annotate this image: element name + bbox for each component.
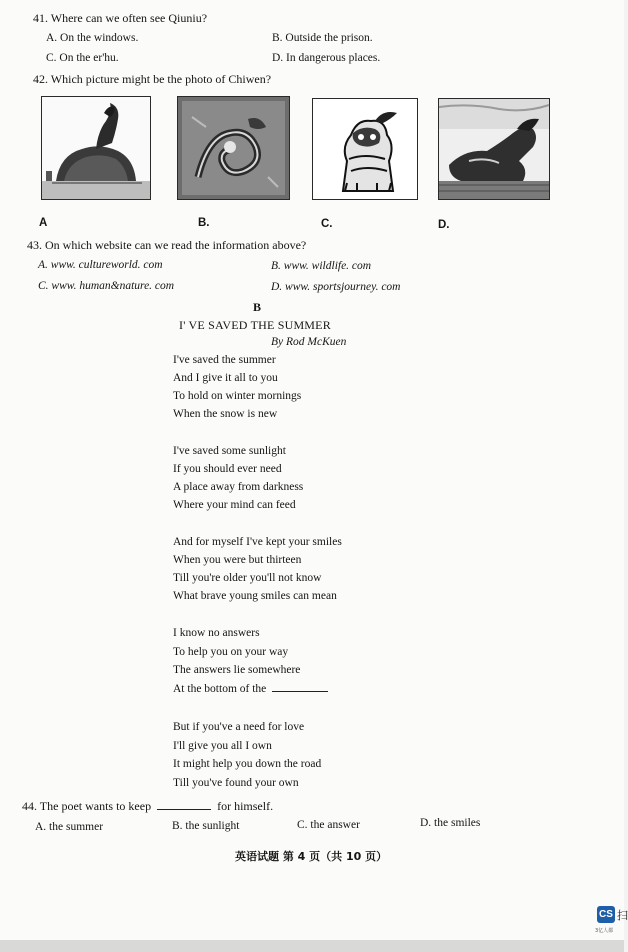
- poem-line: The answers lie somewhere: [173, 664, 301, 676]
- q43-option-b: B. www. wildlife. com: [271, 260, 372, 272]
- poem-line: And I give it all to you: [173, 372, 278, 384]
- poem-line: Till you've found your own: [173, 777, 299, 789]
- answer-blank: [272, 691, 328, 692]
- poem-line: And for myself I've kept your smiles: [173, 536, 342, 548]
- photo-label-c: C.: [321, 218, 333, 230]
- q43-option-d: D. www. sportsjourney. com: [271, 281, 401, 293]
- photo-option-c: [312, 98, 418, 200]
- poem-line: It might help you down the road: [173, 758, 322, 770]
- q41-option-c: C. On the er'hu.: [46, 52, 119, 64]
- scanner-side-text: 扫: [617, 909, 628, 922]
- poem-line: What brave young smiles can mean: [173, 590, 337, 602]
- q44-stem-end: for himself.: [217, 799, 274, 813]
- photo-label-a: A: [39, 217, 48, 229]
- poem-author: By Rod McKuen: [271, 336, 347, 348]
- poem-line: At the bottom of the: [173, 683, 267, 695]
- poem-title: I' VE SAVED THE SUMMER: [179, 318, 331, 332]
- poem-line-with-blank: [173, 683, 328, 695]
- camscanner-logo: CS: [597, 906, 615, 923]
- poem-line: I know no answers: [173, 627, 260, 639]
- photo-label-b: B.: [198, 217, 210, 229]
- q43-option-a: A. www. cultureworld. com: [38, 259, 163, 271]
- question-44: [22, 799, 273, 814]
- poem-line: I've saved some sunlight: [173, 445, 286, 457]
- section-heading: B: [253, 300, 262, 314]
- poem-line: Till you're older you'll not know: [173, 572, 322, 584]
- q43-option-c: C. www. human&nature. com: [38, 280, 175, 292]
- poem-line: When the snow is new: [173, 408, 278, 420]
- q41-option-d: D. In dangerous places.: [272, 52, 381, 64]
- q41-option-b: B. Outside the prison.: [272, 32, 373, 44]
- poem-line: If you should ever need: [173, 463, 282, 475]
- q44-stem-start: 44. The poet wants to keep: [22, 799, 152, 813]
- poem-line: Where your mind can feed: [173, 499, 296, 511]
- roof-dragon-image: [439, 99, 549, 199]
- page-footer: 英语试题 第 4 页（共 10 页）: [235, 850, 388, 863]
- question-41: 41. Where can we often see Qiuniu?: [33, 11, 208, 25]
- photo-label-d: D.: [438, 219, 450, 231]
- poem-line: I've saved the summer: [173, 354, 276, 366]
- poem-line: I'll give you all I own: [173, 740, 272, 752]
- poem-line: When you were but thirteen: [173, 554, 302, 566]
- poem-line: To help you on your way: [173, 646, 289, 658]
- scan-bottom-edge: [0, 940, 624, 952]
- photo-option-b: [177, 96, 290, 200]
- scanner-caption: 3亿人都: [595, 928, 614, 934]
- lion-creature-image: [313, 99, 417, 199]
- dragon-relief-image: [178, 97, 289, 199]
- q41-option-a: A. On the windows.: [46, 32, 139, 44]
- poem-line: To hold on winter mornings: [173, 390, 302, 402]
- q44-option-d: D. the smiles: [420, 817, 481, 829]
- poem-line: But if you've a need for love: [173, 721, 305, 733]
- photo-option-d: [438, 98, 550, 200]
- question-42: 42. Which picture might be the photo of Chiwen?: [33, 72, 272, 86]
- q44-option-a: A. the summer: [35, 821, 104, 833]
- poem-line: A place away from darkness: [173, 481, 304, 493]
- q44-option-b: B. the sunlight: [172, 820, 240, 832]
- photo-option-a: [41, 96, 151, 200]
- q44-option-c: C. the answer: [297, 819, 360, 831]
- turtle-statue-image: [42, 97, 150, 199]
- question-43: 43. On which website can we read the information above?: [27, 238, 307, 252]
- answer-blank: [157, 809, 211, 810]
